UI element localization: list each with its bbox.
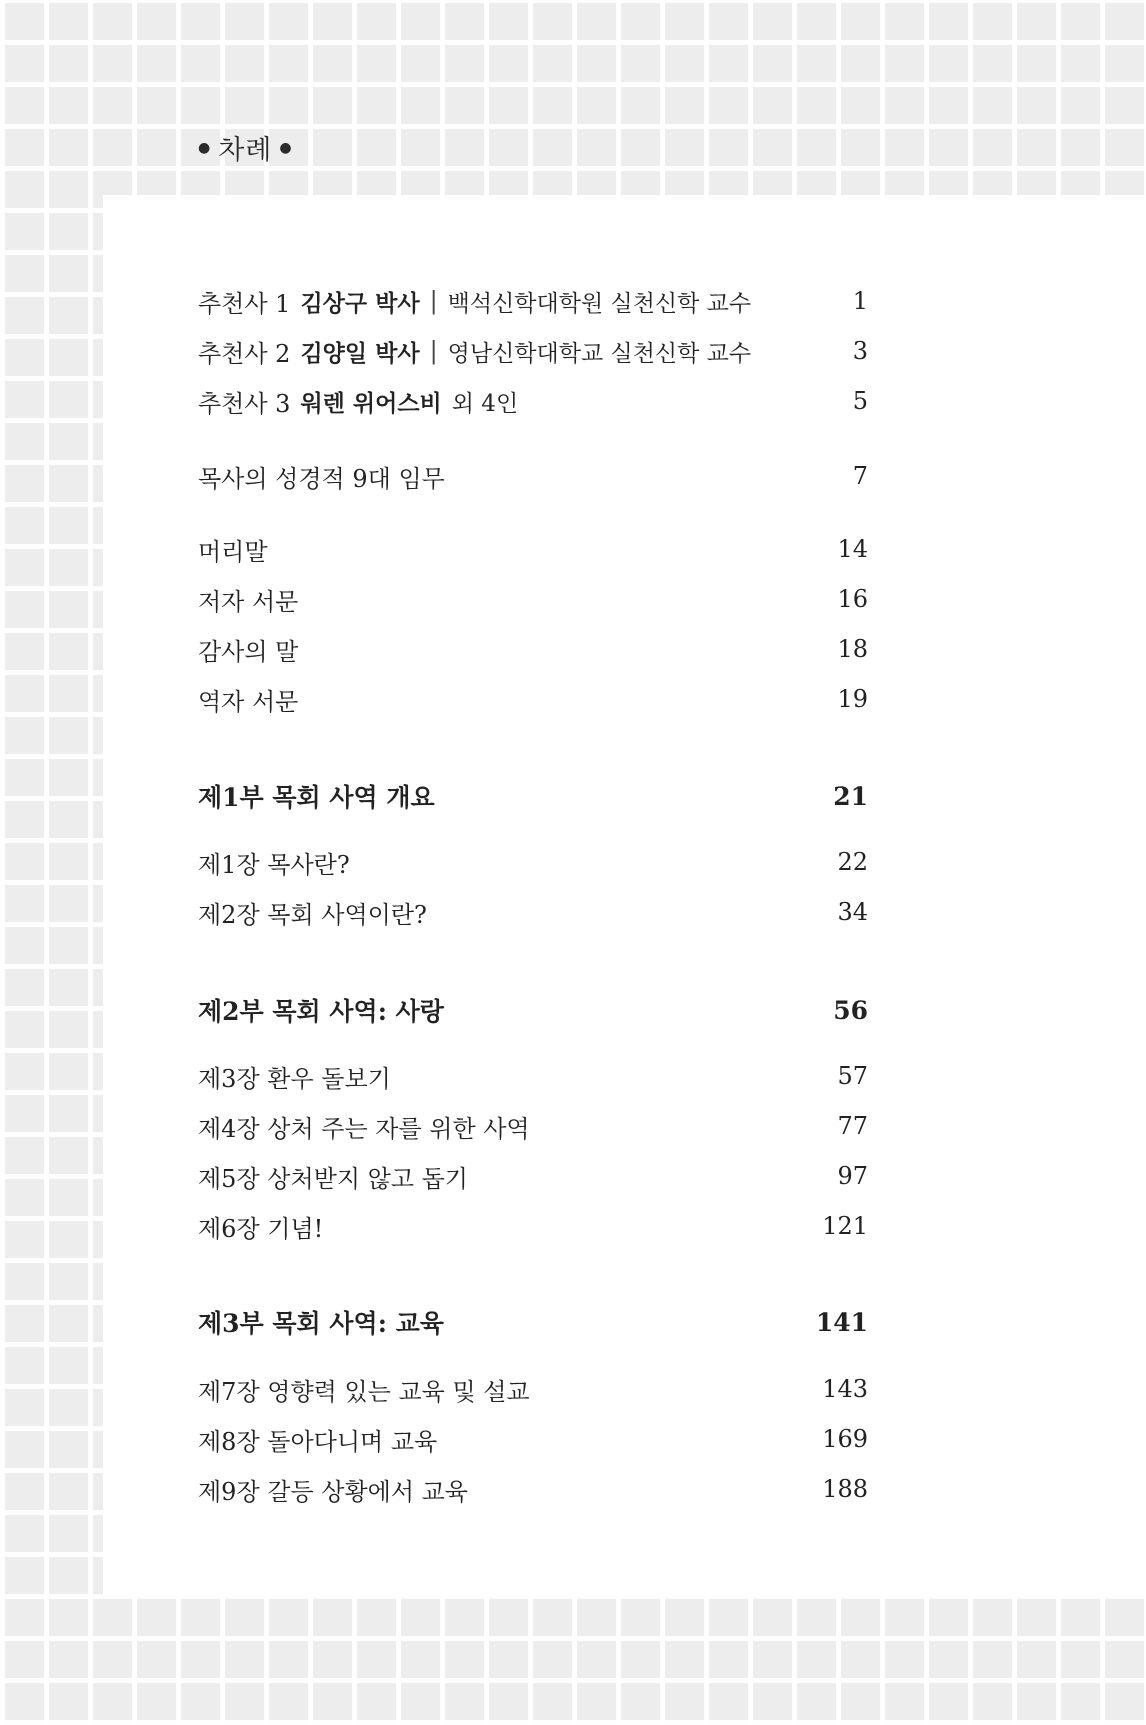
toc-entry-front[interactable] bbox=[198, 529, 868, 569]
toc-part-heading[interactable] bbox=[198, 776, 868, 816]
recommender-affiliation: 외 4인 bbox=[451, 390, 519, 417]
toc-part-heading[interactable] bbox=[198, 990, 868, 1030]
recommendation-prefix: 추천사 3 bbox=[198, 389, 291, 418]
chapter-title: 제8장 돌아다니며 교육 bbox=[198, 1427, 438, 1456]
entry-title: 목사의 성경적 9대 임무 bbox=[198, 464, 445, 493]
page-number: 16 bbox=[837, 585, 868, 613]
entry-title: 저자 서문 bbox=[198, 587, 299, 616]
page-number: 188 bbox=[822, 1475, 868, 1503]
toc-entry-front[interactable] bbox=[198, 456, 868, 496]
separator: | bbox=[429, 287, 438, 315]
toc-chapter[interactable] bbox=[198, 1106, 868, 1146]
toc-entry-recommendation-3[interactable] bbox=[198, 381, 868, 421]
page-number: 22 bbox=[837, 848, 868, 876]
toc-entry-front[interactable] bbox=[198, 629, 868, 669]
chapter-title: 제9장 갈등 상황에서 교육 bbox=[198, 1477, 468, 1506]
chapter-title: 제1장 목사란? bbox=[198, 850, 350, 879]
chapter-title: 제7장 영향력 있는 교육 및 설교 bbox=[198, 1377, 530, 1406]
entry-title: 역자 서문 bbox=[198, 687, 299, 716]
toc-part-heading[interactable] bbox=[198, 1302, 868, 1342]
toc-chapter[interactable] bbox=[198, 1469, 868, 1509]
toc-entry-front[interactable] bbox=[198, 679, 868, 719]
toc-chapter[interactable] bbox=[198, 892, 868, 932]
page-number: 141 bbox=[815, 1307, 868, 1337]
toc-entry-recommendation-1[interactable] bbox=[198, 281, 868, 321]
page-number: 18 bbox=[837, 635, 868, 663]
page-number: 34 bbox=[837, 898, 868, 926]
separator: | bbox=[429, 337, 438, 365]
toc-chapter[interactable] bbox=[198, 1369, 868, 1409]
toc-entry-recommendation-2[interactable] bbox=[198, 331, 868, 371]
chapter-title: 제2장 목회 사역이란? bbox=[198, 900, 427, 929]
page-number: 77 bbox=[837, 1112, 868, 1140]
bullet-icon: ● bbox=[198, 139, 212, 156]
page-number: 14 bbox=[837, 535, 868, 563]
page-number: 3 bbox=[852, 337, 868, 365]
toc-chapter[interactable] bbox=[198, 1156, 868, 1196]
page-number: 121 bbox=[822, 1212, 868, 1240]
part-title: 제2부 목회 사역: 사랑 bbox=[198, 997, 444, 1026]
page-number: 169 bbox=[822, 1425, 868, 1453]
page-number: 97 bbox=[837, 1162, 868, 1190]
toc-entry-front[interactable] bbox=[198, 579, 868, 619]
page-number: 57 bbox=[837, 1062, 868, 1090]
recommender-name: 워렌 위어스비 bbox=[300, 390, 442, 417]
page-number: 56 bbox=[833, 995, 868, 1025]
page-number: 1 bbox=[852, 287, 868, 315]
page-number: 7 bbox=[852, 462, 868, 490]
recommender-affiliation: 영남신학대학교 실천신학 교수 bbox=[447, 340, 752, 367]
part-title: 제1부 목회 사역 개요 bbox=[198, 783, 435, 812]
toc-title: 차례 bbox=[218, 135, 273, 166]
chapter-title: 제6장 기념! bbox=[198, 1214, 324, 1243]
recommender-affiliation: 백석신학대학원 실천신학 교수 bbox=[447, 290, 752, 317]
bullet-icon: ● bbox=[279, 139, 293, 156]
toc-chapter[interactable] bbox=[198, 1056, 868, 1096]
page-number: 5 bbox=[852, 387, 868, 415]
chapter-title: 제4장 상처 주는 자를 위한 사역 bbox=[198, 1114, 530, 1143]
part-title: 제3부 목회 사역: 교육 bbox=[198, 1309, 444, 1338]
recommender-name: 김양일 박사 bbox=[300, 340, 420, 367]
entry-title: 감사의 말 bbox=[198, 637, 299, 666]
recommendation-prefix: 추천사 1 bbox=[198, 289, 291, 318]
chapter-title: 제3장 환우 돌보기 bbox=[198, 1064, 391, 1093]
recommendation-prefix: 추천사 2 bbox=[198, 339, 291, 368]
page-number: 19 bbox=[837, 685, 868, 713]
page-number: 143 bbox=[822, 1375, 868, 1403]
page-number: 21 bbox=[833, 781, 868, 811]
chapter-title: 제5장 상처받지 않고 돕기 bbox=[198, 1164, 468, 1193]
entry-title: 머리말 bbox=[198, 537, 268, 566]
toc-chapter[interactable] bbox=[198, 1419, 868, 1459]
toc-chapter[interactable] bbox=[198, 1206, 868, 1246]
recommender-name: 김상구 박사 bbox=[300, 290, 420, 317]
toc-chapter[interactable] bbox=[198, 842, 868, 882]
